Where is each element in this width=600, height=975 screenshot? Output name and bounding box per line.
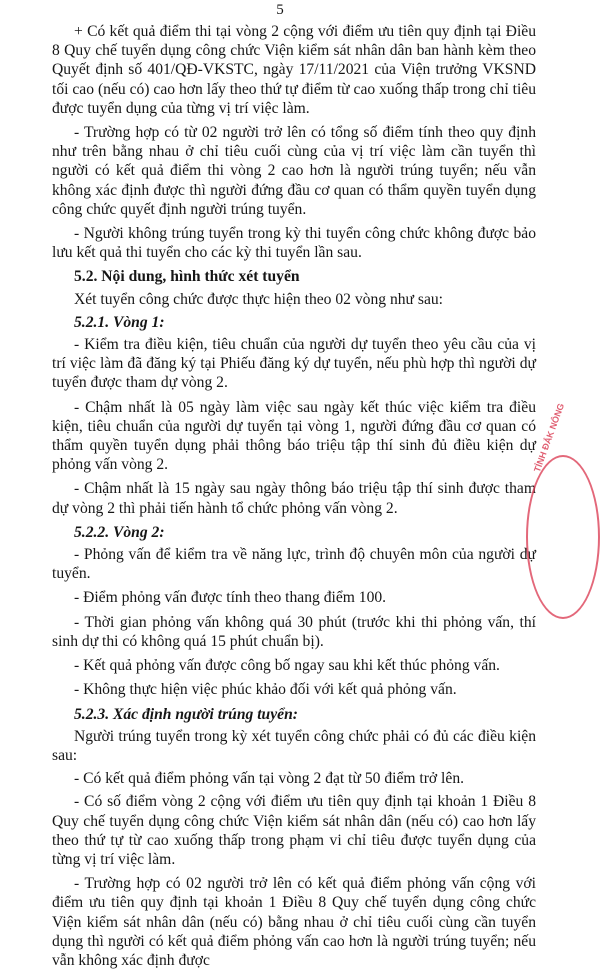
subsection-heading-round-1: 5.2.1. Vòng 1: <box>74 313 165 331</box>
paragraph-round1-deadline: - Chậm nhất là 15 ngày sau ngày thông báo triệu tập thí sinh được tham dự vòng 2 thì phải tiến hành tổ chức phỏng vấn vòng 2. <box>52 480 536 517</box>
paragraph-no-reservation: - Người không trúng tuyển trong kỳ thi tuyển công chức không được bảo lưu kết quả thi tuyển cho các kỳ thi tuyển lần sau. <box>52 225 536 262</box>
paragraph-two-rounds: Xét tuyển công chức được thực hiện theo 02 vòng như sau: <box>74 290 444 308</box>
official-seal-text: TỈNH ĐẮK NÔNG <box>532 401 567 474</box>
paragraph-round1-check: - Kiểm tra điều kiện, tiêu chuẩn của người dự tuyển theo yêu cầu của vị trí việc làm đã đăng ký tại Phiếu đăng ký dự tuyển, nếu phù hợp thì người dự tuyển được tham dự vòng 2. <box>52 336 536 392</box>
paragraph-interview-time: - Thời gian phỏng vấn không quá 30 phút (trước khi thi phỏng vấn, thí sinh dự thi có không quá 15 phút chuẩn bị). <box>52 613 536 650</box>
section-heading-5-2: 5.2. Nội dung, hình thức xét tuyển <box>74 268 300 286</box>
paragraph-winner-conditions: Người trúng tuyển trong kỳ xét tuyển công chức phải có đủ các điều kiện sau: <box>52 727 536 764</box>
subsection-heading-winner: 5.2.3. Xác định người trúng tuyển: <box>74 705 298 723</box>
paragraph-no-appeal: - Không thực hiện việc phúc khảo đối với kết quả phỏng vấn. <box>74 681 457 699</box>
paragraph-interview-purpose: - Phỏng vấn để kiểm tra về năng lực, trình độ chuyên môn của người dự tuyển. <box>52 546 536 583</box>
paragraph-interview-result: - Kết quả phỏng vấn được công bố ngay sau khi kết thúc phỏng vấn. <box>74 657 500 675</box>
paragraph-ranking: - Có số điểm vòng 2 cộng với điểm ưu tiên quy định tại khoản 1 Điều 8 Quy chế tuyển dụng công chức Viện kiểm sát nhân dân (nếu có) cao hơn lấy theo thứ tự từ cao xuống thấp trong phạm vi chỉ tiêu được tuyển dụng của từng vị trí việc làm. <box>52 793 536 868</box>
paragraph-interview-scale: - Điểm phỏng vấn được tính theo thang điểm 100. <box>74 589 387 607</box>
paragraph-priority-score: + Có kết quả điểm thi tại vòng 2 cộng với điểm ưu tiên quy định tại Điều 8 Quy chế tuyển dụng công chức Viện kiểm sát nhân dân ban hành kèm theo Quyết định số 401/QĐ-VKSTC, ngày 17/11/2021 của Viện trưởng VKSND tối cao (nếu có) cao hơn lấy theo thứ tự điểm từ cao xuống thấp trong chỉ tiêu được tuyển dụng của từng vị trí việc làm. <box>52 23 536 117</box>
paragraph-tie-interview: - Trường hợp có 02 người trở lên có kết quả điểm phỏng vấn cộng với điểm ưu tiên quy định tại khoản 1 Điều 8 Quy chế tuyển dụng công chức Viện kiểm sát nhân dân (nếu có) bằng nhau ở chỉ tiêu cuối cùng cần tuyển dụng thì người có kết quả điểm phỏng vấn cao hơn là người trúng tuyển; nếu vẫn không xác định được <box>52 875 536 969</box>
paragraph-tie-rule: - Trường hợp có từ 02 người trở lên có tổng số điểm tính theo quy định như trên bằng nhau ở chỉ tiêu cuối cùng của vị trí việc làm cần tuyển thì người có kết quả điểm thi vòng 2 cao hơn là người trúng tuyển; nếu vẫn không xác định được thì người đứng đầu cơ quan có thẩm quyền tuyển dụng công chức quyết định người trúng tuyển. <box>52 124 536 218</box>
document-body <box>52 22 536 975</box>
paragraph-round1-notice: - Chậm nhất là 05 ngày làm việc sau ngày kết thúc việc kiểm tra điều kiện, tiêu chuẩn của người dự tuyển tại vòng 1, người đứng đầu cơ quan có thẩm quyền tuyển dụng phải thông báo triệu tập thí sinh đủ điều kiện dự phỏng vấn vòng 2. <box>52 398 536 474</box>
paragraph-min-score: - Có kết quả điểm phỏng vấn tại vòng 2 đạt từ 50 điểm trở lên. <box>74 770 465 788</box>
official-seal-stamp <box>526 455 600 619</box>
page-number: 5 <box>276 2 284 18</box>
subsection-heading-round-2: 5.2.2. Vòng 2: <box>74 523 165 541</box>
